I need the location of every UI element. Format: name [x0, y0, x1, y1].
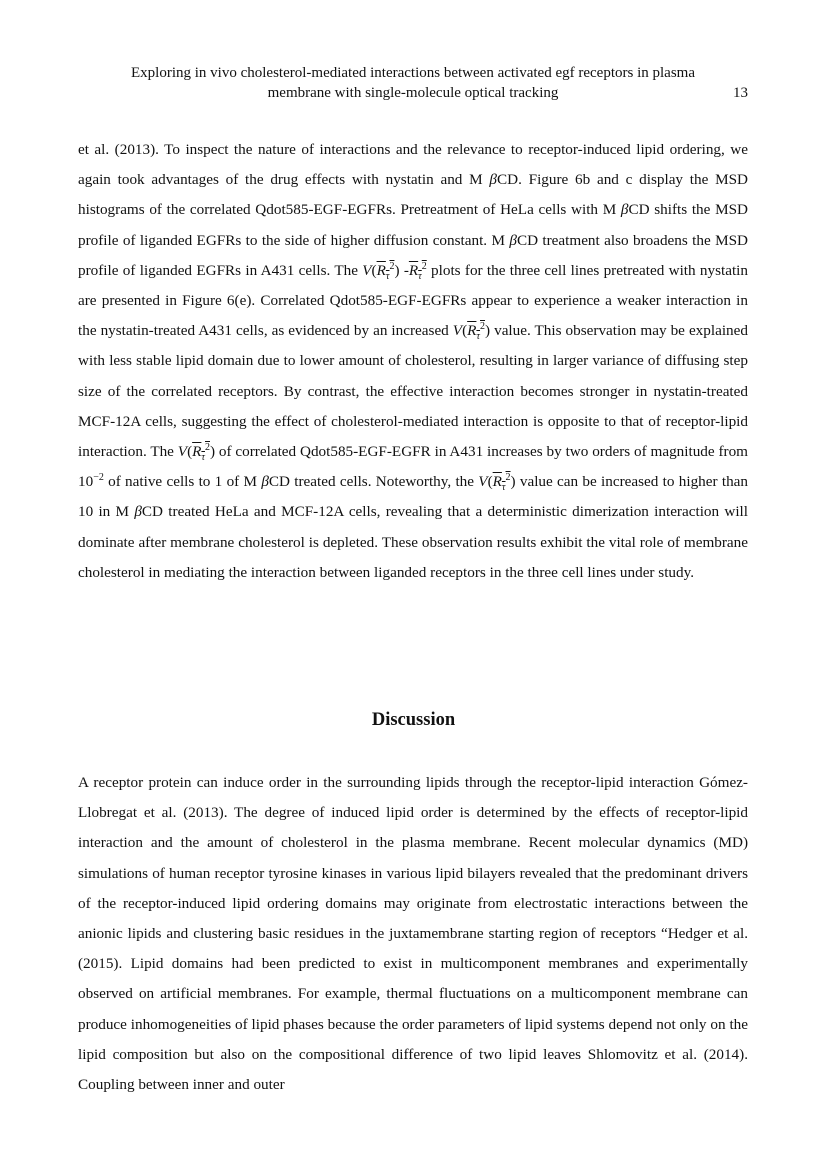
- section-heading: Discussion: [371, 710, 456, 730]
- text-run: plots for the three cell lines pretreated with nystatin are presented in Figure 6(e). Correlated Qdot585-EGF-EGFRs appear to experience a weaker interaction in the nystatin-treated A431 cells, as evidenced by an increased: [78, 261, 748, 340]
- page-number: 13: [733, 85, 748, 101]
- variance-expression: $V(R_\tau^2)$: [362, 260, 400, 282]
- text-run: et al. (2013). To inspect the nature of interactions and the relevance to receptor-induced lipid ordering, we again took advantages of the drug effects with nystatin and M: [78, 141, 748, 189]
- dash: -: [399, 261, 409, 279]
- exponent: −2: [93, 472, 104, 484]
- paragraph-results: [78, 135, 748, 588]
- text-run: value. This observation may be explained with less stable lipid domain due to lower amount of cholesterol, resulting in larger variance of diffusing step size of the correlated receptors. By contrast, the effective interaction becomes stronger in nystatin-treated MCF-12A cells, suggesting the effect of cholesterol-mediated interaction is opposite to that of receptor-lipid interaction. The: [78, 322, 748, 461]
- text-run: value can be increased to higher than 10 in M: [78, 473, 749, 521]
- running-title-line-2: membrane with single-molecule optical tracking: [267, 85, 559, 101]
- text-run: CD shifts the MSD profile of liganded EGFRs to the side of higher diffusion constant. M: [78, 201, 748, 249]
- text-run: of native cells to 1 of M: [103, 473, 262, 491]
- paragraph-discussion: A receptor protein can induce order in the surrounding lipids through the receptor-lipid interaction Gómez-Llobregat et al. (2013). The degree of induced lipid order is determined by the effects of receptor-lipid interaction and the amount of cholesterol in the plasma membrane. Recent molecular dynamics (MD) simulations of human receptor tyrosine kinases in various lipid bilayers revealed that the predominant drivers of the receptor-induced lipid ordering domains may originate from electrostatic interactions between the anionic lipids and clustering basic residues in the juxtamembrane starting region of receptors “Hedger et al. (2015). Lipid domains had been predicted to exist in multicomponent membranes and experimentally observed on artificial membranes. For example, thermal fluctuations on a multicomponent membrane can produce inhomogeneities of lipid phases because the order parameters of lipid systems depend not only on the lipid composition but also on the compositional difference of two lipid leaves Shlomovitz et al. (2014). Coupling between inner and outer: [78, 774, 748, 1094]
- beta-symbol: β: [509, 231, 517, 249]
- text-run: CD treated HeLa and MCF-12A cells, revealing that a deterministic dimerization interaction will dominate after membrane cholesterol is depleted. These observation results exhibit the vital role of membrane cholesterol in mediating the interaction between liganded receptors in the three cell lines under study.: [78, 503, 748, 581]
- page-header: [78, 63, 748, 103]
- beta-symbol: β: [489, 171, 497, 189]
- text-run: CD treated cells. Noteworthy, the: [268, 473, 479, 491]
- text-run: of correlated Qdot585-EGF-EGFR in A431 increases by two orders of magnitude from 10: [78, 443, 748, 491]
- variance-expression: $V(R_\tau^2)$: [478, 472, 516, 494]
- beta-symbol: β: [261, 473, 269, 491]
- mean-sq-expression: $R_\tau^2$: [408, 260, 427, 282]
- running-title-line-1: Exploring in vivo cholesterol-mediated interactions between activated egf receptors in plasma: [131, 65, 695, 81]
- beta-symbol: β: [134, 503, 142, 521]
- variance-expression: $V(R_\tau^2)$: [177, 441, 216, 464]
- beta-symbol: β: [620, 201, 629, 219]
- text-run: CD. Figure 6b and c display the MSD histograms of the correlated Qdot585-EGF-EGFRs. Pretreatment of HeLa cells with M: [78, 171, 749, 219]
- variance-expression: $V(R_\tau^2)$: [452, 321, 491, 343]
- text-run: CD treatment also broadens the MSD profile of liganded EGFRs in A431 cells. The: [78, 231, 748, 279]
